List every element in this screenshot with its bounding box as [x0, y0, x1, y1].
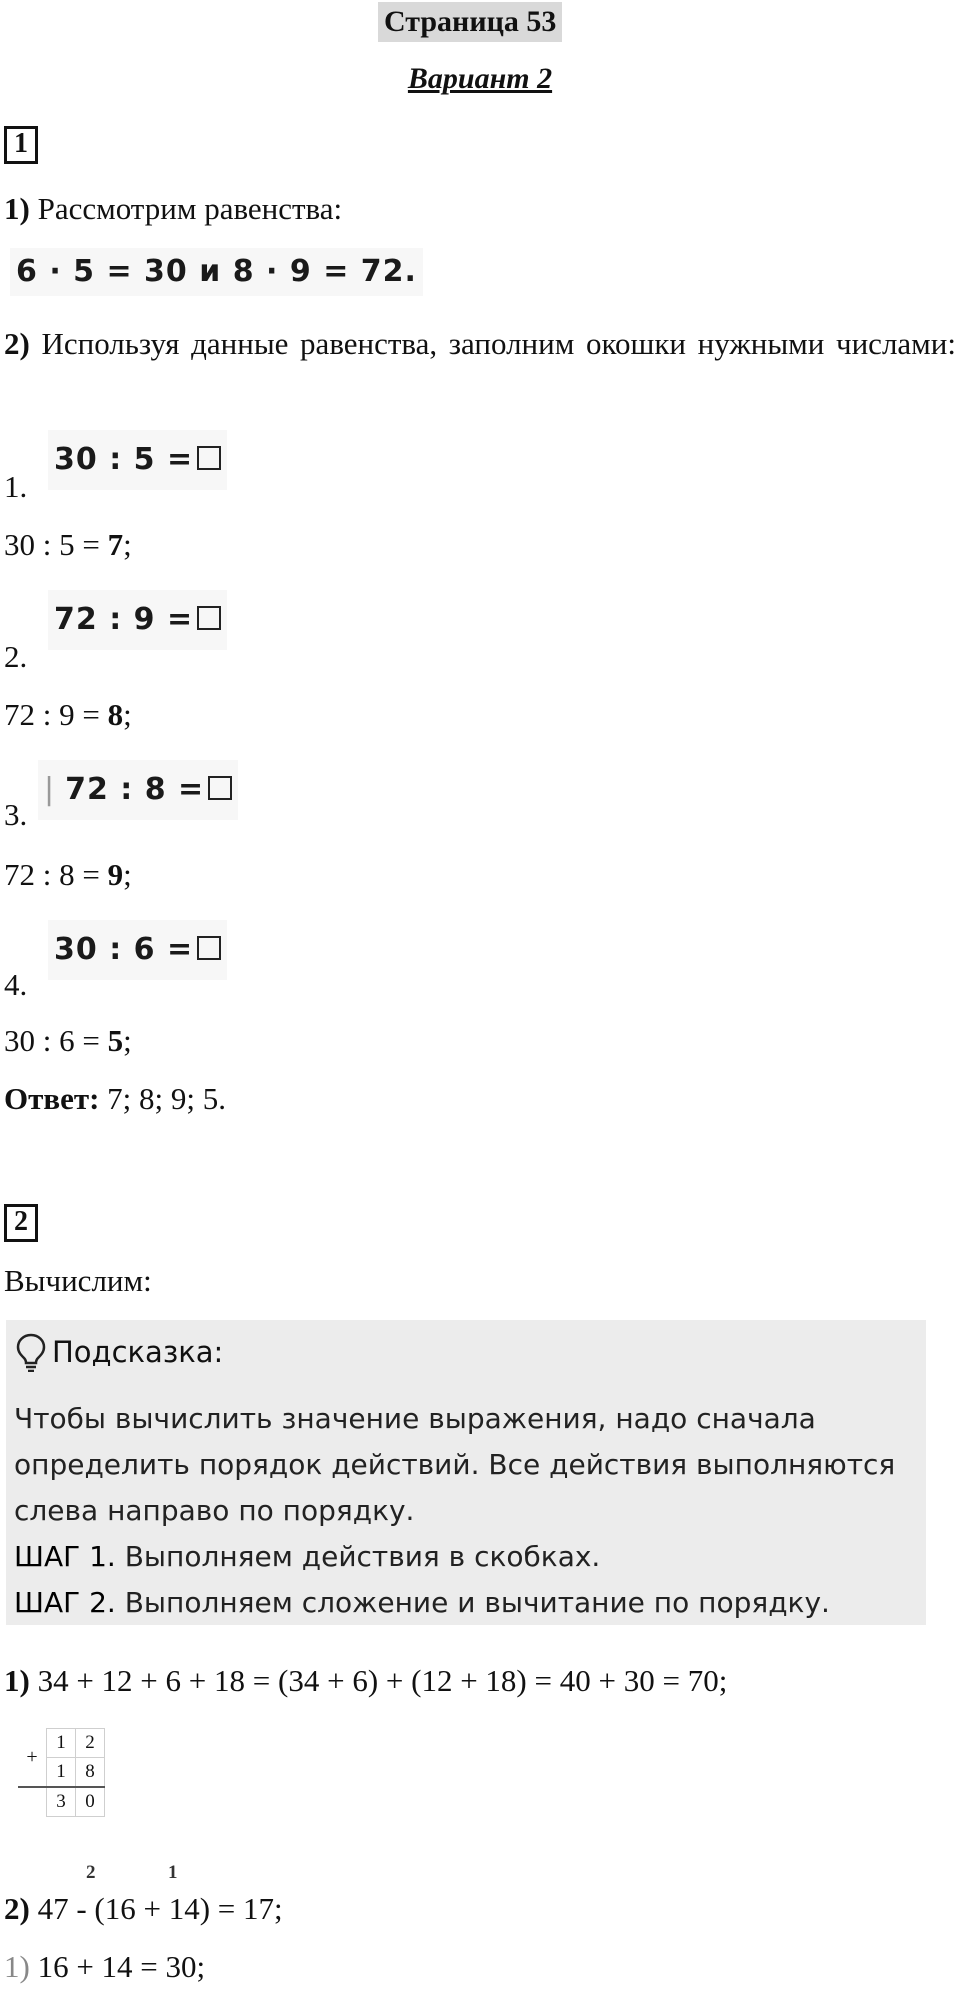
hint-step-1 [14, 1534, 919, 1580]
page-title: Страница 53 [378, 2, 562, 42]
empty-box-icon [208, 776, 232, 800]
empty-box-icon [197, 606, 221, 630]
task-2-intro: Вычислим: [4, 1263, 152, 1298]
equation-image-2 [48, 590, 227, 650]
hint-step-2 [14, 1580, 919, 1626]
digit-cell: 1 [47, 1729, 76, 1758]
example-1-number: 1) [4, 1663, 30, 1698]
hint-line-1: Чтобы вычислить значение выражения, надо сначала [14, 1402, 816, 1435]
item-2-answer: 8 [107, 697, 124, 732]
step-2-number: 2) [4, 326, 30, 361]
task-1-answer [4, 1080, 226, 1118]
hint-header [14, 1332, 223, 1372]
digit-cell: 2 [76, 1729, 105, 1758]
item-4-answer: 5 [107, 1023, 124, 1058]
equation-image-4 [48, 920, 227, 980]
item-3-answer: 9 [107, 857, 124, 892]
item-2-label: 2. [4, 639, 28, 674]
answer-label: Ответ: [4, 1081, 100, 1116]
equation-4-expr: 30 : 6 = [54, 932, 194, 967]
equation-3-expr: 72 : 8 = [65, 772, 205, 807]
hint-step-1-label: ШАГ 1. [14, 1540, 116, 1573]
hint-step-2-text: Выполняем сложение и вычитание по порядку. [115, 1586, 830, 1619]
task-1-number: 1 [4, 126, 38, 164]
variant-heading: Вариант 2 [407, 62, 553, 95]
action-order-2: 2 [86, 1862, 96, 1883]
hint-step-1-text: Выполняем действия в скобках. [115, 1540, 601, 1573]
equation-1-expr: 30 : 5 = [54, 442, 194, 477]
hint-line-2: определить порядок действий. Все действия выполняются [14, 1448, 896, 1481]
empty-box-icon [197, 936, 221, 960]
column-addition [18, 1728, 105, 1817]
item-4-solution [4, 1022, 132, 1060]
equation-image-1 [48, 430, 227, 490]
plus-sign: + [26, 1745, 38, 1768]
action-order-1: 1 [168, 1862, 178, 1883]
task-2-number: 2 [4, 1204, 38, 1242]
task-1-step-2 [4, 325, 956, 363]
item-2-expr: 72 : 9 = [4, 697, 108, 732]
item-1-label: 1. [4, 469, 28, 504]
item-1-suffix: ; [123, 527, 132, 562]
example-2-step-number: 1) [4, 1949, 30, 1984]
hint-box [6, 1320, 926, 1625]
example-2-number: 2) [4, 1891, 30, 1926]
equation-image-3 [38, 760, 238, 820]
item-3-solution [4, 856, 132, 894]
item-4-label: 4. [4, 967, 28, 1002]
hint-text [14, 1396, 919, 1626]
item-3-expr: 72 : 8 = [4, 857, 108, 892]
example-2-step-1 [4, 1948, 205, 1986]
margin-line: | [44, 772, 56, 807]
digit-cell: 1 [47, 1758, 76, 1788]
hint-title: Подсказка: [52, 1335, 224, 1369]
task-1-step-1 [4, 190, 342, 228]
hint-step-2-label: ШАГ 2. [14, 1586, 116, 1619]
hint-line-3: слева направо по порядку. [14, 1494, 415, 1527]
item-4-suffix: ; [123, 1023, 132, 1058]
item-1-expr: 30 : 5 = [4, 527, 108, 562]
step-1-number: 1) [4, 191, 30, 226]
item-2-suffix: ; [123, 697, 132, 732]
lightbulb-icon [14, 1332, 48, 1372]
item-2-solution [4, 696, 132, 734]
given-equalities: 6 · 5 = 30 и 8 · 9 = 72. [10, 248, 423, 296]
item-1-solution [4, 526, 132, 564]
example-2-text: 47 - (16 + 14) = 17; [37, 1891, 283, 1926]
item-4-expr: 30 : 6 = [4, 1023, 108, 1058]
step-2-text: Используя данные равенства, заполним окошки нужными числами: [41, 326, 956, 361]
equation-2-expr: 72 : 9 = [54, 602, 194, 637]
digit-cell: 0 [76, 1787, 105, 1817]
example-1-text: 34 + 12 + 6 + 18 = (34 + 6) + (12 + 18) = 40 + 30 = 70; [37, 1663, 728, 1698]
digit-cell: 8 [76, 1758, 105, 1788]
item-3-suffix: ; [123, 857, 132, 892]
example-1 [4, 1662, 727, 1700]
example-2-step-text: 16 + 14 = 30; [37, 1949, 206, 1984]
digit-cell: 3 [47, 1787, 76, 1817]
empty-box-icon [197, 446, 221, 470]
step-1-text: Рассмотрим равенства: [37, 191, 343, 226]
answer-value: 7; 8; 9; 5. [107, 1081, 226, 1116]
example-2 [4, 1890, 283, 1928]
item-3-label: 3. [4, 797, 28, 832]
empty-cell [18, 1787, 47, 1817]
item-1-answer: 7 [107, 527, 124, 562]
